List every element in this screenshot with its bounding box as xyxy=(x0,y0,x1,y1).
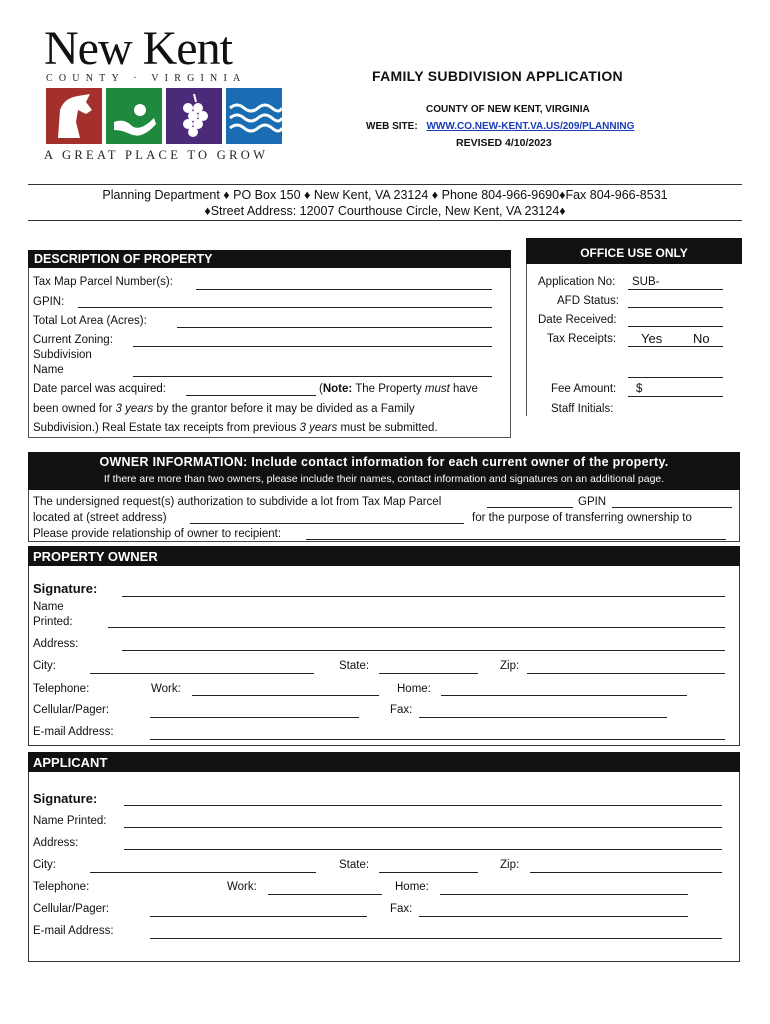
owner-state-field[interactable] xyxy=(379,673,478,674)
applicant-home-label: Home: xyxy=(395,881,429,893)
fee-amount-label: Fee Amount: xyxy=(551,383,617,395)
owner-state-label: State: xyxy=(339,660,370,672)
property-owner-heading: PROPERTY OWNER xyxy=(28,546,740,566)
office-use-heading: OFFICE USE ONLY xyxy=(526,238,742,264)
note-line-3: Subdivision.) Real Estate tax receipts from previous 3 years must be submitted. xyxy=(33,422,438,434)
logo-name: New Kent xyxy=(44,22,232,75)
applicant-heading: APPLICANT xyxy=(28,752,740,772)
applicant-email-field[interactable] xyxy=(150,938,722,939)
request-tax-map-field[interactable] xyxy=(487,507,573,508)
owner-info-subheading: If there are more than two owners, please include their names, contact information and signatures on an additional page. xyxy=(103,473,665,485)
owner-home-label: Home: xyxy=(397,683,431,695)
owner-address-label: Address: xyxy=(33,638,79,650)
horse-icon xyxy=(46,88,102,144)
applicant-telephone-label: Telephone: xyxy=(33,881,90,893)
owner-cellular-field[interactable] xyxy=(150,717,359,718)
applicant-zip-field[interactable] xyxy=(530,872,722,873)
website-row xyxy=(366,121,634,132)
logo-tagline: A GREAT PLACE TO GROW xyxy=(44,148,269,162)
tax-map-label: Tax Map Parcel Number(s): xyxy=(33,276,173,288)
date-received-label: Date Received: xyxy=(538,314,617,326)
date-acquired-field[interactable] xyxy=(186,395,316,396)
request-gpin-label: GPIN xyxy=(578,496,607,508)
owner-city-label: City: xyxy=(33,660,56,672)
applicant-city-field[interactable] xyxy=(90,872,316,873)
lot-area-label: Total Lot Area (Acres): xyxy=(33,315,147,327)
grapes-icon xyxy=(166,88,222,144)
owner-email-field[interactable] xyxy=(150,739,725,740)
request-text: The undersigned request(s) authorization to subdivide a lot from Tax Map Parcel xyxy=(33,496,442,508)
application-prefix: SUB- xyxy=(632,276,660,288)
contact-info xyxy=(28,184,742,221)
contact-line-1: Planning Department ♦ PO Box 150 ♦ New Kent, VA 23124 ♦ Phone 804-966-9690♦Fax 804-966-8531 xyxy=(102,188,668,202)
relationship-label: Please provide relationship of owner to recipient: xyxy=(33,528,282,540)
revised-date: REVISED 4/10/2023 xyxy=(456,137,552,149)
applicant-signature-label: Signature: xyxy=(33,791,98,806)
date-acquired-label: Date parcel was acquired: xyxy=(33,383,166,395)
applicant-zip-label: Zip: xyxy=(500,859,520,871)
property-owner-section xyxy=(28,546,740,746)
lot-area-field[interactable] xyxy=(177,327,492,328)
tax-map-field[interactable] xyxy=(196,289,492,290)
owner-zip-label: Zip: xyxy=(500,660,520,672)
tax-receipts-yes[interactable]: Yes xyxy=(641,331,663,346)
owner-work-label: Work: xyxy=(151,683,181,695)
tax-receipts-field[interactable] xyxy=(628,346,723,347)
applicant-home-phone-field[interactable] xyxy=(440,894,688,895)
county-name: COUNTY OF NEW KENT, VIRGINIA xyxy=(426,104,590,115)
tax-receipts-label: Tax Receipts: xyxy=(547,333,617,345)
owner-home-phone-field[interactable] xyxy=(441,695,687,696)
waves-icon xyxy=(226,88,282,144)
relationship-field[interactable] xyxy=(306,539,726,540)
applicant-cellular-label: Cellular/Pager: xyxy=(33,903,110,915)
request-gpin-field[interactable] xyxy=(612,507,732,508)
owner-name-label: Name Printed: xyxy=(33,601,73,628)
applicant-section xyxy=(28,752,740,962)
owner-fax-label: Fax: xyxy=(390,704,413,716)
zoning-field[interactable] xyxy=(133,346,492,347)
zoning-label: Current Zoning: xyxy=(33,334,113,346)
hand-icon xyxy=(106,88,162,144)
owner-signature-label: Signature: xyxy=(33,581,98,596)
owner-fax-field[interactable] xyxy=(419,717,667,718)
logo-county-line: COUNTY · VIRGINIA xyxy=(46,73,247,84)
application-no-label: Application No: xyxy=(538,276,616,288)
note-line-1: (Note: The Property must have xyxy=(319,383,478,395)
website-label: WEB SITE: xyxy=(366,121,418,132)
fee-amount-field[interactable] xyxy=(628,396,723,397)
applicant-email-label: E-mail Address: xyxy=(33,925,114,937)
fee-dollar-sign: $ xyxy=(636,383,643,395)
applicant-cellular-field[interactable] xyxy=(150,916,367,917)
note-line-2: been owned for 3 years by the grantor before it may be divided as a Family xyxy=(33,403,415,415)
applicant-work-phone-field[interactable] xyxy=(268,894,382,895)
owner-name-field[interactable] xyxy=(108,627,725,628)
owner-email-label: E-mail Address: xyxy=(33,726,114,738)
gpin-field[interactable] xyxy=(78,307,492,308)
applicant-city-label: City: xyxy=(33,859,56,871)
applicant-state-field[interactable] xyxy=(379,872,478,873)
owner-zip-field[interactable] xyxy=(527,673,725,674)
applicant-address-field[interactable] xyxy=(124,849,722,850)
owner-info-heading: OWNER INFORMATION: Include contact information for each current owner of the property. xyxy=(99,455,669,469)
subdivision-name-label: Subdivision Name xyxy=(33,349,92,376)
staff-initials-label: Staff Initials: xyxy=(551,403,614,415)
document-title: FAMILY SUBDIVISION APPLICATION xyxy=(372,68,623,84)
application-no-field[interactable] xyxy=(628,289,723,290)
tax-receipts-no[interactable]: No xyxy=(693,331,710,346)
owner-info-header xyxy=(28,452,740,490)
applicant-work-label: Work: xyxy=(227,881,257,893)
applicant-name-field[interactable] xyxy=(124,827,722,828)
contact-line-2: ♦Street Address: 12007 Courthouse Circle, New Kent, VA 23124♦ xyxy=(204,204,566,218)
afd-status-label: AFD Status: xyxy=(557,295,619,307)
website-link[interactable]: WWW.CO.NEW-KENT.VA.US/209/PLANNING xyxy=(426,121,635,132)
afd-status-field[interactable] xyxy=(628,307,723,308)
applicant-name-label: Name Printed: xyxy=(33,815,107,827)
owner-address-field[interactable] xyxy=(122,650,725,651)
owner-city-field[interactable] xyxy=(90,673,314,674)
owner-telephone-label: Telephone: xyxy=(33,683,90,695)
date-received-field[interactable] xyxy=(628,326,723,327)
purpose-label: for the purpose of transferring ownership to xyxy=(472,512,692,524)
applicant-fax-label: Fax: xyxy=(390,903,413,915)
owner-signature-field[interactable] xyxy=(122,596,725,597)
applicant-fax-field[interactable] xyxy=(419,916,688,917)
gpin-label: GPIN: xyxy=(33,296,65,308)
owner-work-phone-field[interactable] xyxy=(192,695,379,696)
located-at-field[interactable] xyxy=(190,523,464,524)
applicant-state-label: State: xyxy=(339,859,370,871)
office-blank-field[interactable] xyxy=(628,377,723,378)
subdivision-name-field[interactable] xyxy=(133,376,492,377)
applicant-address-label: Address: xyxy=(33,837,79,849)
description-heading: DESCRIPTION OF PROPERTY xyxy=(28,250,511,268)
located-at-label: located at (street address) xyxy=(33,512,167,524)
applicant-signature-field[interactable] xyxy=(124,805,722,806)
owner-cellular-label: Cellular/Pager: xyxy=(33,704,110,716)
